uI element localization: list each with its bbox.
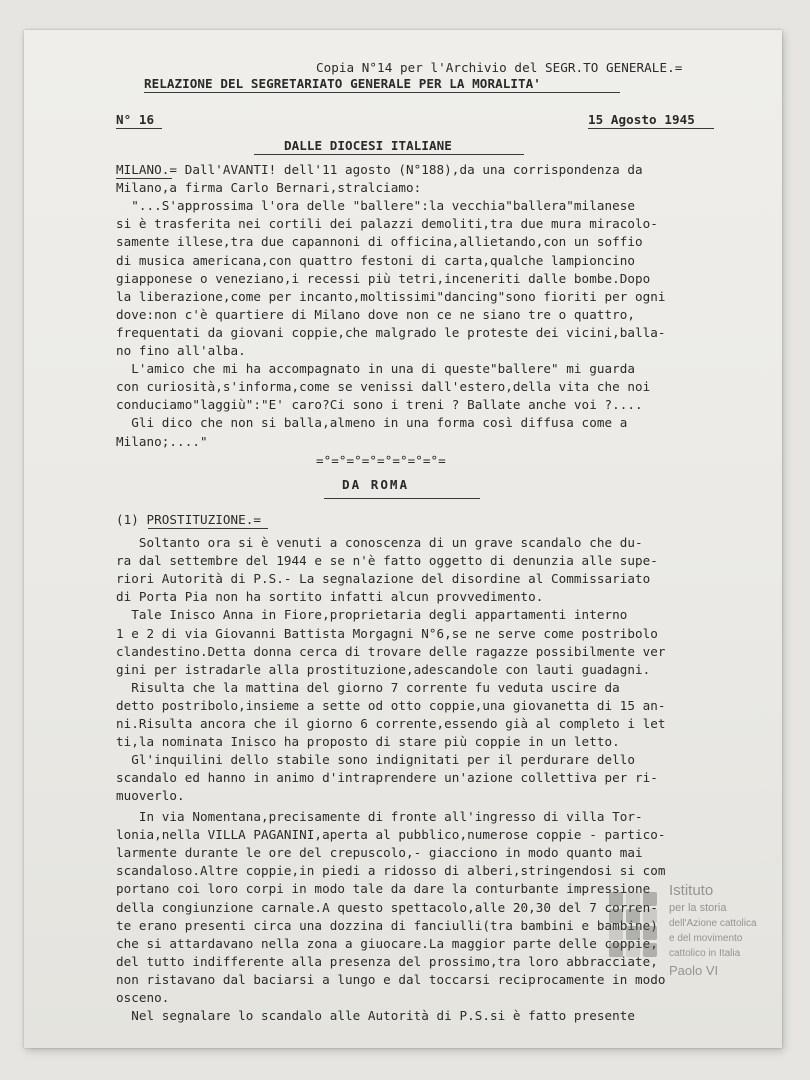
body-line: riori Autorità di P.S.- La segnalazione del disordine al Commissariato <box>116 571 651 587</box>
subheading-underline <box>148 528 268 529</box>
body-line: ti,la nominata Inisco ha proposto di stare più coppie in un letto. <box>116 734 620 750</box>
body-line: MILANO.= Dall'AVANTI! dell'11 agosto (N°188),da una corrispondenza da <box>116 162 643 177</box>
body-line: dove:non c'è quartiere di Milano dove non ce ne siano tre o quattro, <box>116 306 635 322</box>
body-line: Tale Inisco Anna in Fiore,proprietaria degli appartamenti interno <box>116 607 628 623</box>
section-heading-rome: DA ROMA <box>342 477 410 492</box>
body-line: Risulta che la mattina del giorno 7 corrente fu veduta uscire da <box>116 679 620 695</box>
body-line: con curiosità,s'informa,come se venissi dall'estero,della vita che noi <box>116 379 651 395</box>
body-line: detto postribolo,insieme a sette od otto coppie,una giovanetta di 15 an- <box>116 697 666 713</box>
body-line: ra dal settembre del 1944 e se n'è fatto oggetto di denunzia alle supe- <box>116 553 658 569</box>
body-line: che si attardavano nella zona a giuocare.La maggior parte delle coppie, <box>116 935 658 951</box>
date-underline <box>588 128 714 129</box>
body-line: frequentati da giovani coppie,che malgrado le proteste dei vicini,balla- <box>116 324 666 340</box>
watermark-text: Paolo VI <box>669 963 719 978</box>
body-line: Gl'inquilini dello stabile sono indignitati per il perdurare dello <box>116 752 635 768</box>
body-line: muoverlo. <box>116 788 185 804</box>
body-line: Nel segnalare lo scandalo alle Autorità di P.S.si è fatto presente <box>116 1008 635 1024</box>
watermark-text: cattolico in Italia <box>669 948 741 959</box>
body-line: scandalo ed hanno in animo d'intraprendere un'azione collettiva per ri- <box>116 770 658 786</box>
body-line: di Porta Pia non ha sortito infatti alcun provvedimento. <box>116 589 544 605</box>
body-line: osceno. <box>116 990 170 1005</box>
body-line: Milano,a firma Carlo Bernari,stralciamo: <box>116 180 422 196</box>
body-line: gini per istradarle alla prostituzione,adescandole con lauti guadagni. <box>116 661 651 677</box>
body-line: portano coi loro corpi in modo tale da dare la conturbante impressione <box>116 881 651 897</box>
milano-underline <box>116 178 172 179</box>
body-line: In via Nomentana,precisamente di fronte all'ingresso di villa Tor- <box>116 809 643 824</box>
watermark-text: Istituto <box>669 882 714 899</box>
watermark-logo <box>609 892 657 957</box>
subheading-prostituzione: (1) PROSTITUZIONE.= <box>116 512 262 527</box>
body-line: samente illese,tra due capannoni di officina,allietando,con un soffio <box>116 234 643 250</box>
body-line: te erano presenti circa una dozzina di fanciulli(tra bambini e bambine) <box>116 917 658 933</box>
body-line: "...S'approssima l'ora delle "ballere":la vecchia"ballera"milanese <box>116 198 635 214</box>
body-line: della congiunzione carnale.A questo spettacolo,alle 20,30 del 7 corren- <box>116 899 658 915</box>
body-line: Gli dico che non si balla,almeno in una forma così diffusa come a <box>116 415 628 431</box>
body-line: del tutto indifferente alla presenza del prossimo,tra loro abbracciate, <box>116 953 658 969</box>
body-line: lonia,nella VILLA PAGANINI,aperta al pubblico,numerose coppie - partico- <box>116 827 666 843</box>
section-heading-italian: DALLE DIOCESI ITALIANE <box>284 138 452 153</box>
report-date: 15 Agosto 1945 <box>588 112 695 127</box>
report-number: N° 16 <box>116 112 155 127</box>
body-line: non ristavano dal baciarsi a lungo e dal toccarsi reciprocamente in modo <box>116 971 666 987</box>
body-line: clandestino.Detta donna cerca di trovare delle ragazze possibilmente ver <box>116 643 666 659</box>
body-line: conduciamo"laggiù":"E' caro?Ci sono i treni ? Ballate anche voi ?.... <box>116 397 643 413</box>
body-line: Soltanto ora si è venuti a conoscenza di un grave scandalo che du- <box>116 535 643 550</box>
watermark-text: e del movimento <box>669 933 743 944</box>
body-line: ni.Risulta ancora che il giorno 6 corrente,essendo già al completo i let <box>116 716 666 731</box>
body-line: larmente durante le ore del crepuscolo,- giacciono in modo quanto mai <box>116 845 643 861</box>
archive-watermark <box>609 882 777 1012</box>
watermark-text: dell'Azione cattolica <box>669 918 757 929</box>
body-line: scandaloso.Altre coppie,in piedi a ridosso di alberi,stringendosi si com <box>116 863 666 879</box>
rome-heading-underline <box>324 498 480 499</box>
body-line: L'amico che mi ha accompagnato in una di queste"ballere" mi guarda <box>116 361 635 377</box>
document-page <box>24 30 782 1048</box>
heading-underline <box>254 154 524 155</box>
body-line: si è trasferita nei cortili dei palazzi demoliti,tra due mura miracolo- <box>116 216 658 232</box>
body-line: Milano;...." <box>116 433 208 449</box>
number-underline <box>116 128 162 129</box>
separator: =°=°=°=°=°=°=°=°= <box>316 453 446 468</box>
body-line: giapponese o veneziano,i recessi più tetri,inceneriti dalle bombe.Dopo <box>116 270 651 286</box>
body-line: no fino all'alba. <box>116 343 246 358</box>
body-line: 1 e 2 di via Giovanni Battista Morgagni N°6,se ne serve come postribolo <box>116 625 658 641</box>
body-line: la liberazione,come per incanto,moltissimi"dancing"sono fioriti per ogni <box>116 288 666 304</box>
body-line: di musica americana,con quattro festoni di carta,qualche lampioncino <box>116 252 635 268</box>
title-underline <box>144 92 620 93</box>
report-title: RELAZIONE DEL SEGRETARIATO GENERALE PER LA MORALITA' <box>144 76 541 91</box>
watermark-text: per la storia <box>669 902 727 914</box>
copy-line: Copia N°14 per l'Archivio del SEGR.TO GENERALE.= <box>316 60 683 75</box>
